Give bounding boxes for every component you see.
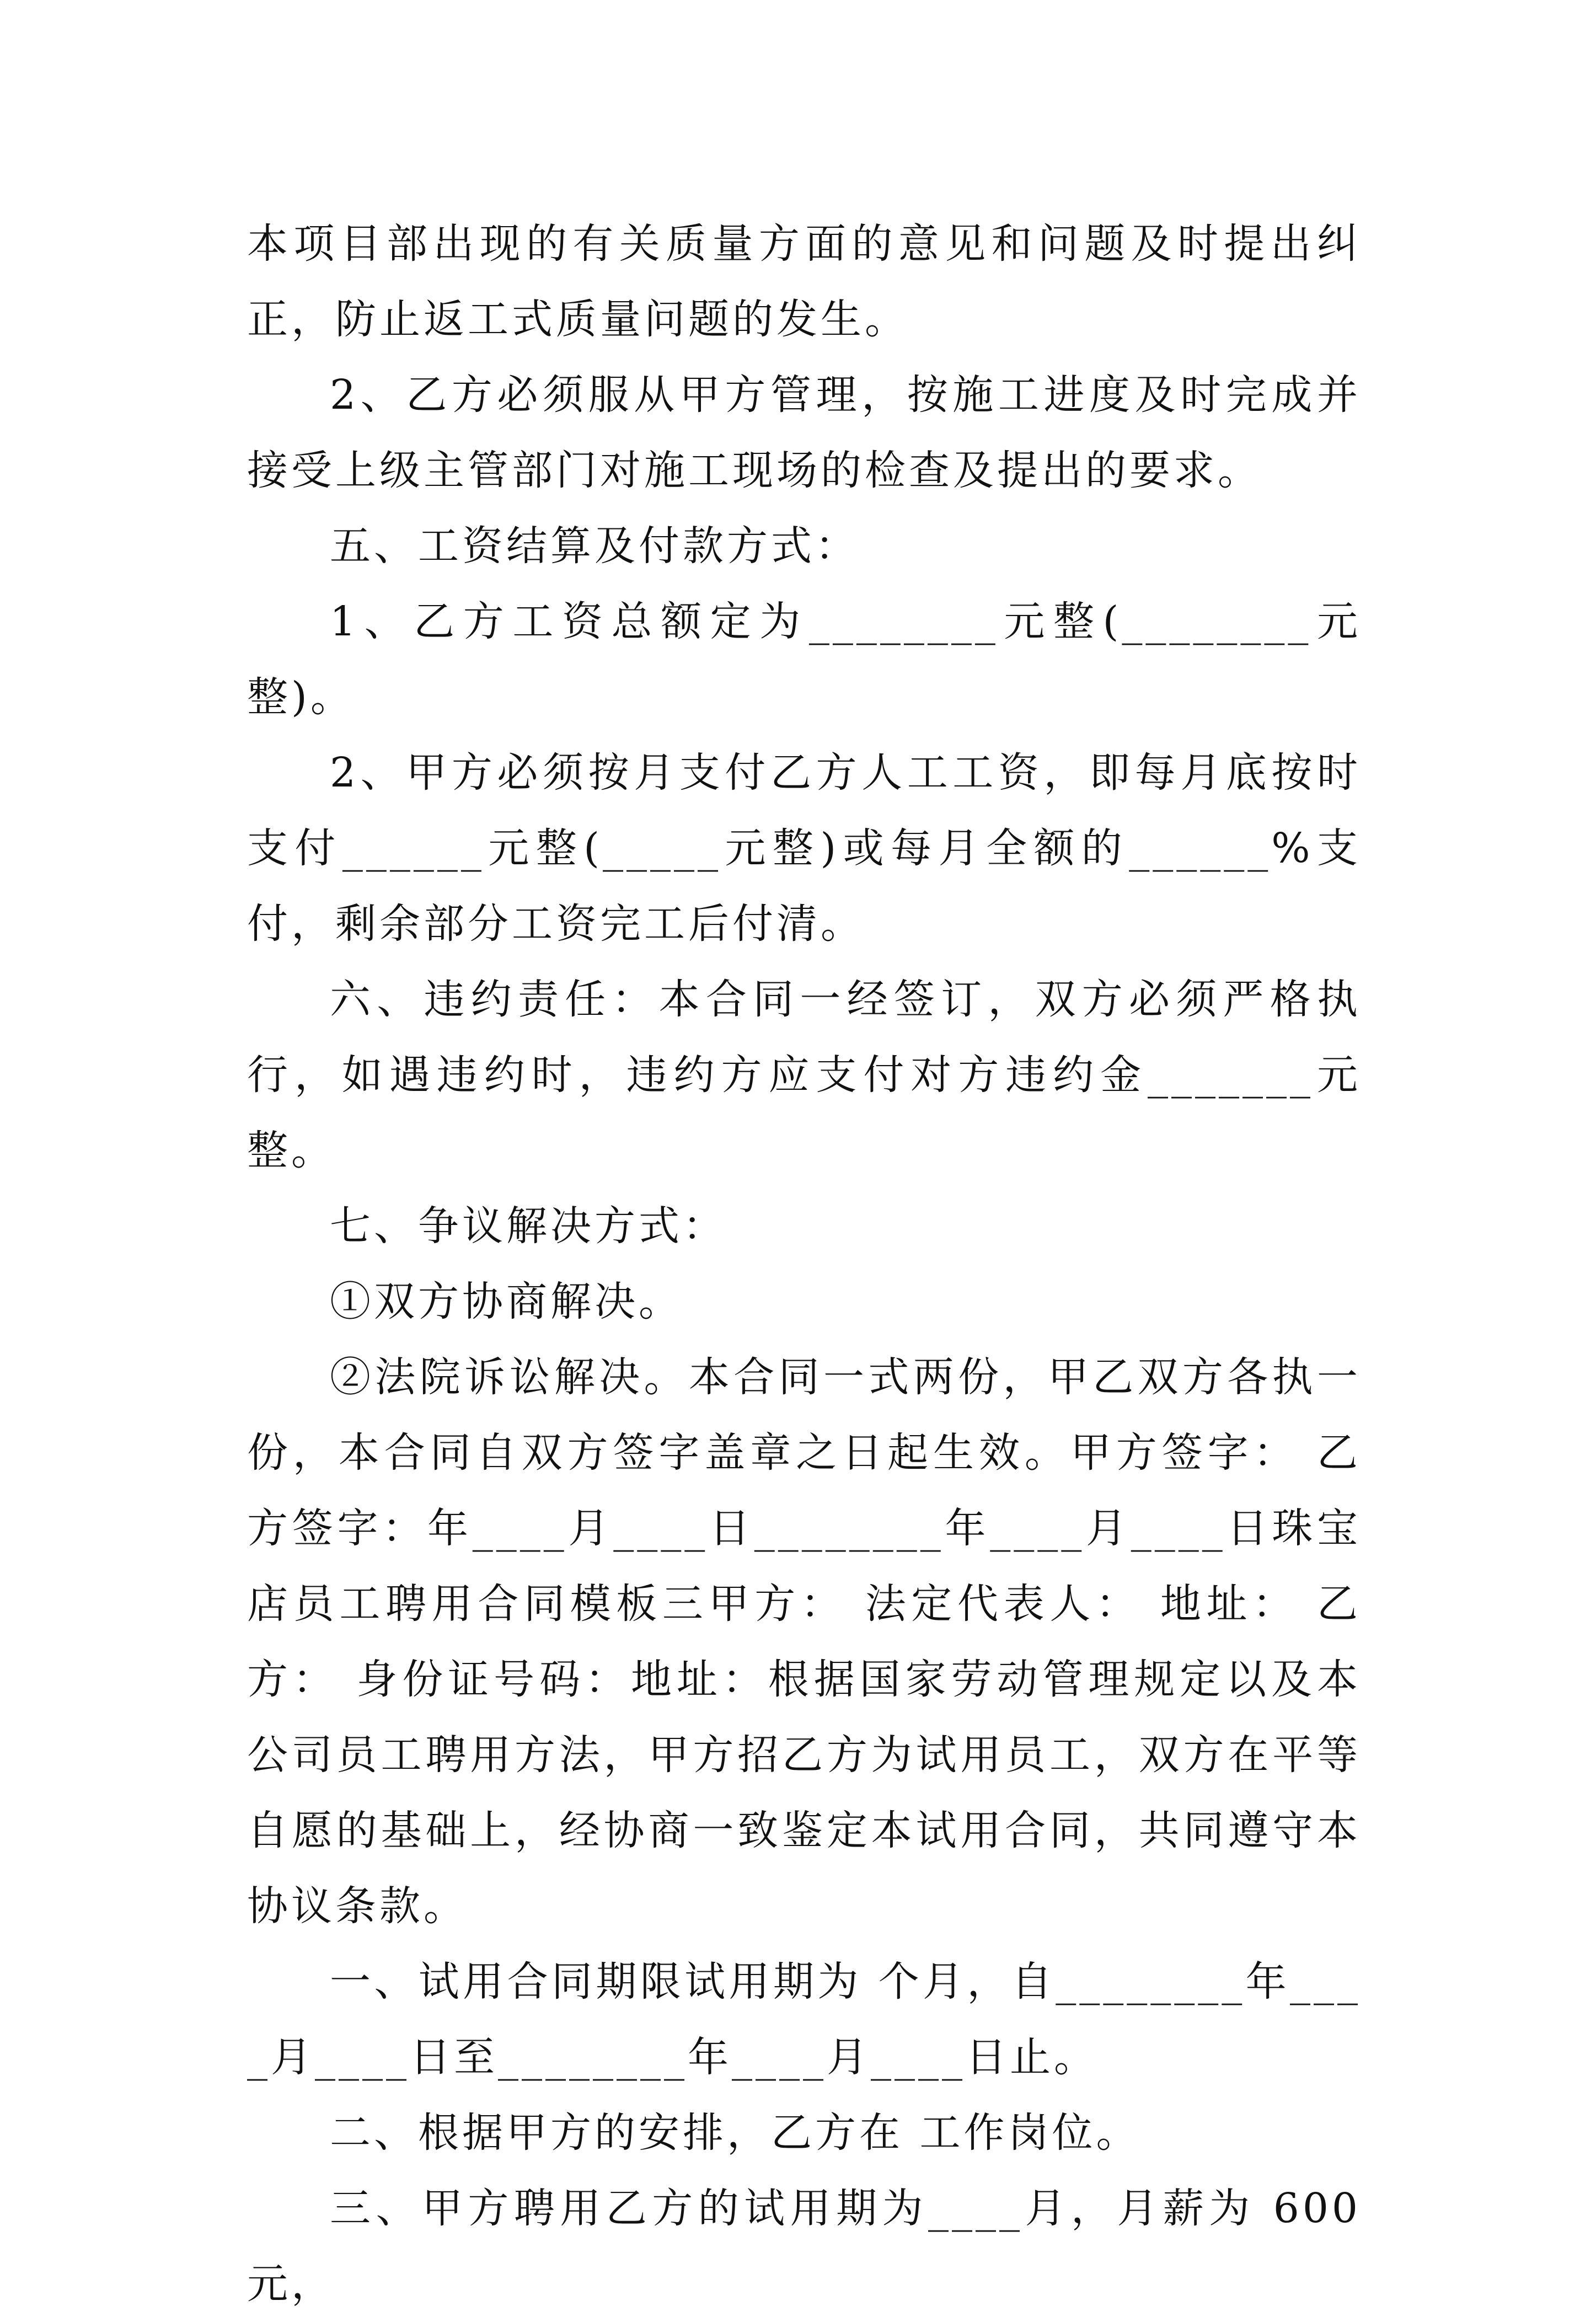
paragraph: 一、试用合同期限试用期为 个月，自________年____月____日至________年____月____日止。 bbox=[247, 1958, 1361, 2081]
list-item: ②法院诉讼解决。本合同一式两份，甲乙双方各执一份，本合同自双方签字盖章之日起生效。甲方签字： 乙方签字：年____月____日________年____月____日珠宝店员工聘用合同模板三甲方： 法定代表人： 地址： 乙方： 身份证号码：地址：根据国家劳动管理规定以及本公司员工聘用方法，甲方招乙方为试用员工，双方在平等自愿的基础上，经协商一致鉴定本试用合同，共同遵守本协议条款。 bbox=[247, 1353, 1361, 1930]
list-item: ①双方协商解决。 bbox=[330, 1278, 683, 1325]
paragraph: 2、乙方必须服从甲方管理，按施工进度及时完成并接受上级主管部门对施工现场的检查及提出的要求。 bbox=[247, 371, 1361, 494]
section-heading: 五、工资结算及付款方式： bbox=[330, 522, 859, 570]
paragraph: 二、根据甲方的安排，乙方在 工作岗位。 bbox=[330, 2109, 1140, 2157]
paragraph: 2、甲方必须按月支付乙方人工工资，即每月底按时支付______元整(_____元整)或每月全额的______%支付，剩余部分工资完工后付清。 bbox=[247, 749, 1361, 948]
section-heading: 七、争议解决方式： bbox=[330, 1202, 727, 1250]
paragraph: 本项目部出现的有关质量方面的意见和问题及时提出纠正，防止返工式质量问题的发生。 bbox=[247, 220, 1361, 343]
paragraph: 1、乙方工资总额定为________元整(________元整)。 bbox=[247, 598, 1361, 721]
paragraph: 六、违约责任：本合同一经签订，双方必须严格执行，如遇违约时，违约方应支付对方违约金_______元整。 bbox=[247, 976, 1361, 1174]
document-body bbox=[247, 206, 1378, 2322]
paragraph: 三、甲方聘用乙方的试用期为____月，月薪为 600 元， bbox=[247, 2185, 1378, 2308]
